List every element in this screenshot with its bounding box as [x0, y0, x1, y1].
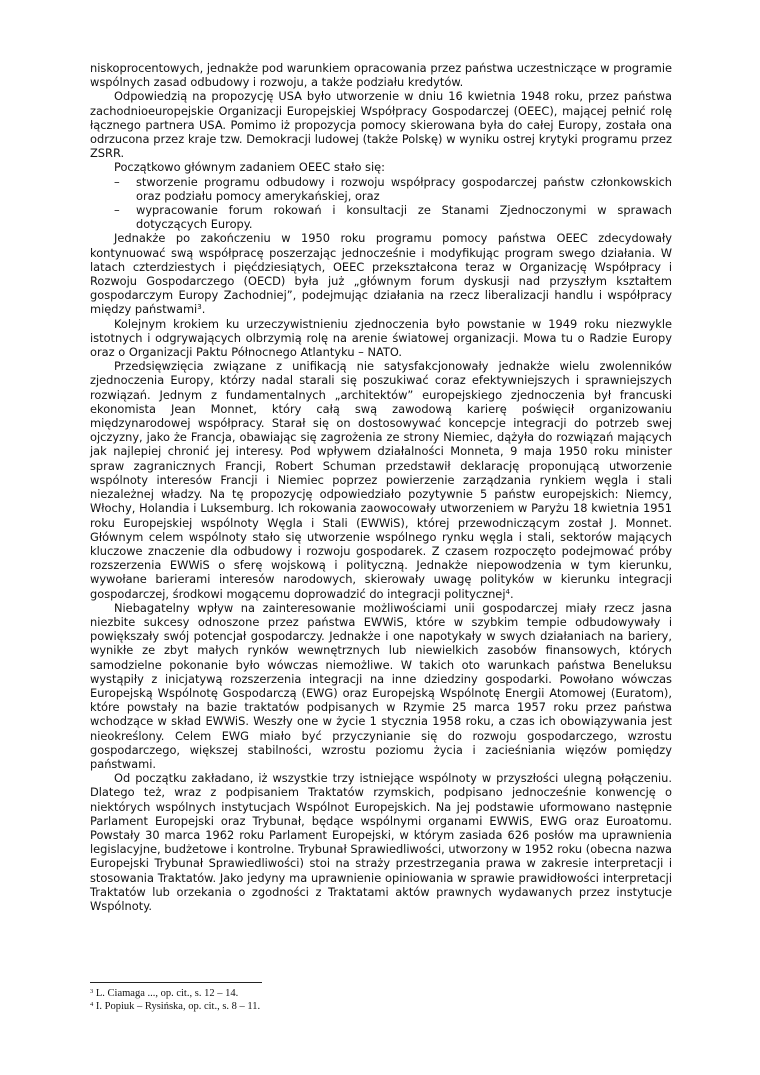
oeec-tasks-list [90, 175, 672, 232]
document-body [90, 61, 672, 913]
paragraph-oeec-tasks-intro: Początkowo głównym zadaniem OEEC stało się: [114, 160, 385, 175]
list-item [90, 203, 672, 231]
list-item-text: wypracowanie forum rokowań i konsultacji ze Stanami Zjednoczonymi w sprawach dotyczących Europy. [136, 203, 672, 232]
footnote-3 [90, 987, 672, 1000]
footnote-text: I. Popiuk – Rysińska, op. cit., s. 8 – 11. [95, 1001, 261, 1012]
footnote-number: 3 [90, 988, 94, 995]
paragraph-parliament: Od początku zakładano, iż wszystkie trzy istniejące wspólnoty w przyszłości ulegną połączeniu. Dlatego też, wraz z podpisaniem Traktatów rzymskich, podpisano jednocześnie konwencję o niektórych wspólnych instytucjach Wspólnot Europejskich. Na jej podstawie uformowano następnie Parlament Europejski oraz Trybunał, będące wspólnymi organami EWWiS, EWG oraz Euroatomu. Powstały 30 marca 1962 roku Parlament Europejski, w którym zasiada 626 posłów ma uprawnienia legislacyjne, budżetowe i kontrolne. Trybunał Sprawiedliwości, utworzony w 1952 roku (obecna nazwa Europejski Trybunał Sprawiedliwości) stoi na straży przestrzegania prawa w zakresie interpretacji i stosowania Traktatów. Jako jedyny ma uprawnienie opiniowania w sprawie prawidłowości interpretacji Traktatów lub orzekania o zgodności z Traktatami aktów prawnych wydawanych przez instytucje Wspólnoty. [90, 771, 672, 913]
footnote-number: 4 [90, 1001, 94, 1008]
dash-bullet: – [114, 203, 120, 218]
list-item-text: stworzenie programu odbudowy i rozwoju współpracy gospodarczej państw członkowskich oraz podziału pomocy amerykańskiej, oraz [136, 174, 672, 203]
paragraph-monnet: Przedsięwzięcia związane z unifikacją nie satysfakcjonowały jednakże wielu zwolenników zjednoczenia Europy, którzy nadal starali się poszukiwać coraz efektywniejszych i sprawniejszych rozwiązań. Jednym z fundamentalnych „architektów” europejskiego zjednoczenia był francuski ekonomista Jean Monnet, który całą swą zawodową karierę poświęcił organizowaniu międzynarodowej współpracy. Starał się on dostosowywać koncepcje integracji do potrzeb swej ojczyzny, jako że Francja, obawiając się zagrożenia ze strony Niemiec, dążyła do rozwiązań mających jak najlepiej chronić jej interesy. Pod wpływem działalności Monneta, 9 maja 1950 roku minister spraw zagranicznych Francji, Robert Schuman przedstawił deklarację proponującą utworzenie wspólnoty interesów Francji i Niemiec poprzez powierzenie zarządzania rynkiem węgla i stali niezależnej władzy. Na tę propozycję odpowiedziało pozytywnie 5 państw europejskich: Niemcy, Włochy, Holandia i Luksemburg. Ich rokowania zaowocowały utworzeniem w Paryżu 18 kwietnia 1951 roku Europejskiej wspólnoty Węgla i Stali (EWWiS), której przewodniczącym został J. Monnet. Głównym celem wspólnoty stało się utworzenie wspólnego rynku węgla i stali, sektorów mających kluczowe znaczenie dla odbudowy i rozwoju gospodarek. Z czasem rozpoczęto podejmować próby rozszerzenia EWWiS o sferę wojskową i polityczną. Jednakże niepowodzenia w tym kierunku, wywołane barierami interesów narodowych, skierowały uwagę polityków w kierunku integracji gospodarczej, środkowi mogącemu doprowadzić do integracji politycznej$^4$. [90, 359, 672, 601]
paragraph-oecd: Jednakże po zakończeniu w 1950 roku programu pomocy państwa OEEC zdecydowały kontynuować swą współpracę poszerzając jednocześnie i modyfikując program swego działania. W latach czterdziestych i pięćdziesiątych, OEEC przekształcona teraz w Organizację Współpracy i Rozwoju Gospodarczego (OECD) była już „głównym forum dyskusji nad przyszłym kształtem gospodarczym Europy Zachodniej”, podejmując działania na rzecz liberalizacji handlu i współpracy między państwami$^3$. [90, 231, 672, 317]
paragraph-ewg: Niebagatelny wpływ na zainteresowanie możliwościami unii gospodarczej miały rzecz jasna niezbite sukcesy odnoszone przez państwa EWWiS, które w szybkim tempie odbudowywały i powiększały swój potencjał gospodarczy. Jednakże i one napotykały w swych działaniach na bariery, wynikłe ze zbyt małych rynków wewnętrznych lub niewielkich zasobów finansowych, których samodzielne pokonanie było wówczas niemożliwe. W takich oto warunkach państwa Beneluksu wystąpiły z inicjatywą rozszerzenia integracji na inne dziedziny gospodarki. Powołano wówczas Europejską Wspólnotę Gospodarczą (EWG) oraz Europejską Wspólnotę Energii Atomowej (Euratom), które powstały na bazie traktatów podpisanych w Rzymie 25 marca 1957 roku przez państwa wchodzące w skład EWWiS. Weszły one w życie 1 stycznia 1958 roku, a czas ich obowiązywania jest nieokreślony. Celem EWG miało być przyczynianie się do rozwoju gospodarczego, wzrostu gospodarczego, większej stabilności, wzrostu poziomu życia i zacieśniania więzów pomiędzy państwami. [90, 600, 672, 771]
footnote-text: L. Ciamaga ..., op. cit., s. 12 – 14. [95, 988, 239, 999]
footnotes [90, 982, 672, 1013]
dash-bullet: – [114, 174, 120, 189]
list-item [90, 175, 672, 203]
paragraph-marshall-continuation: niskoprocentowych, jednakże pod warunkiem opracowania przez państwa uczestniczące w programie wspólnych zasad odbudowy i rozwoju, a także podziału kredytów. [90, 61, 672, 90]
paragraph-nato: Kolejnym krokiem ku urzeczywistnieniu zjednoczenia było powstanie w 1949 roku niezwykle istotnych i odgrywających olbrzymią rolę na arenie światowej organizacji. Mowa tu o Radzie Europy oraz o Organizacji Paktu Północnego Atlantyku – NATO. [90, 316, 672, 360]
footnote-4 [90, 1000, 672, 1013]
paragraph-monnet-text: Przedsięwzięcia związane z unifikacją nie satysfakcjonowały jednakże wielu zwolenników zjednoczenia Europy, którzy nadal starali się poszukiwać coraz efektywniejszych i sprawniejszych rozwiązań. Jednym z fundamentalnych „architektów” europejskiego zjednoczenia był francuski ekonomista Jean Monnet, który całą swą zawodową karierę poświęcił organizowaniu międzynarodowej współpracy. Starał się on dostosowywać koncepcje integracji do potrzeb swej ojczyzny, jako że Francja, obawiając się zagrożenia ze strony Niemiec, dążyła do rozwiązań mających jak najlepiej chronić jej interesy. Pod wpływem działalności Monneta, 9 maja 1950 roku minister spraw zagranicznych Francji, Robert Schuman przedstawił deklarację proponującą utworzenie wspólnoty interesów Francji i Niemiec poprzez powierzenie zarządzania rynkiem węgla i stali niezależnej władzy. Na tę propozycję odpowiedziało pozytywnie 5 państw europejskich: Niemcy, Włochy, Holandia i Luksemburg. Ich rokowania zaowocowały utworzeniem w Paryżu 18 kwietnia 1951 roku Europejskiej wspólnoty Węgla i Stali (EWWiS), której przewodniczącym został J. Monnet. Głównym celem wspólnoty stało się utworzenie wspólnego rynku węgla i stali, sektorów mających kluczowe znaczenie dla odbudowy i rozwoju gospodarek. Z czasem rozpoczęto podejmować próby rozszerzenia EWWiS o sferę wojskową i polityczną. Jednakże niepowodzenia w tym kierunku, wywołane barierami interesów narodowych, skierowały uwagę polityków w kierunku integracji gospodarczej, środkowi mogącemu doprowadzić do integracji politycznej [90, 359, 672, 601]
paragraph-oecd-text: Jednakże po zakończeniu w 1950 roku programu pomocy państwa OEEC zdecydowały kontynuować swą współpracę poszerzając jednocześnie i modyfikując program swego działania. W latach czterdziestych i pięćdziesiątych, OEEC przekształcona teraz w Organizację Współpracy i Rozwoju Gospodarczego (OECD) była już „głównym forum dyskusji nad przyszłym kształtem gospodarczym Europy Zachodniej”, podejmując działania na rzecz liberalizacji handlu i współpracy między państwami [90, 231, 672, 317]
footnote-ref-3[interactable]: 3 [197, 303, 202, 312]
footnote-ref-4[interactable]: 4 [505, 587, 510, 596]
footnote-divider [90, 982, 262, 983]
paragraph-oeec-founding: Odpowiedzią na propozycję USA było utworzenie w dniu 16 kwietnia 1948 roku, przez państwa zachodnioeuropejskie Organizacji Europejskiej Współpracy Gospodarczej (OEEC), mającej pełnić rolę łącznego partnera USA. Pomimo iż propozycja pomocy skierowana była do całej Europy, została ona odrzucona przez kraje tzw. Demokracji ludowej (także Polskę) w wyniku ostrej krytyki programu przez ZSRR. [90, 89, 672, 161]
